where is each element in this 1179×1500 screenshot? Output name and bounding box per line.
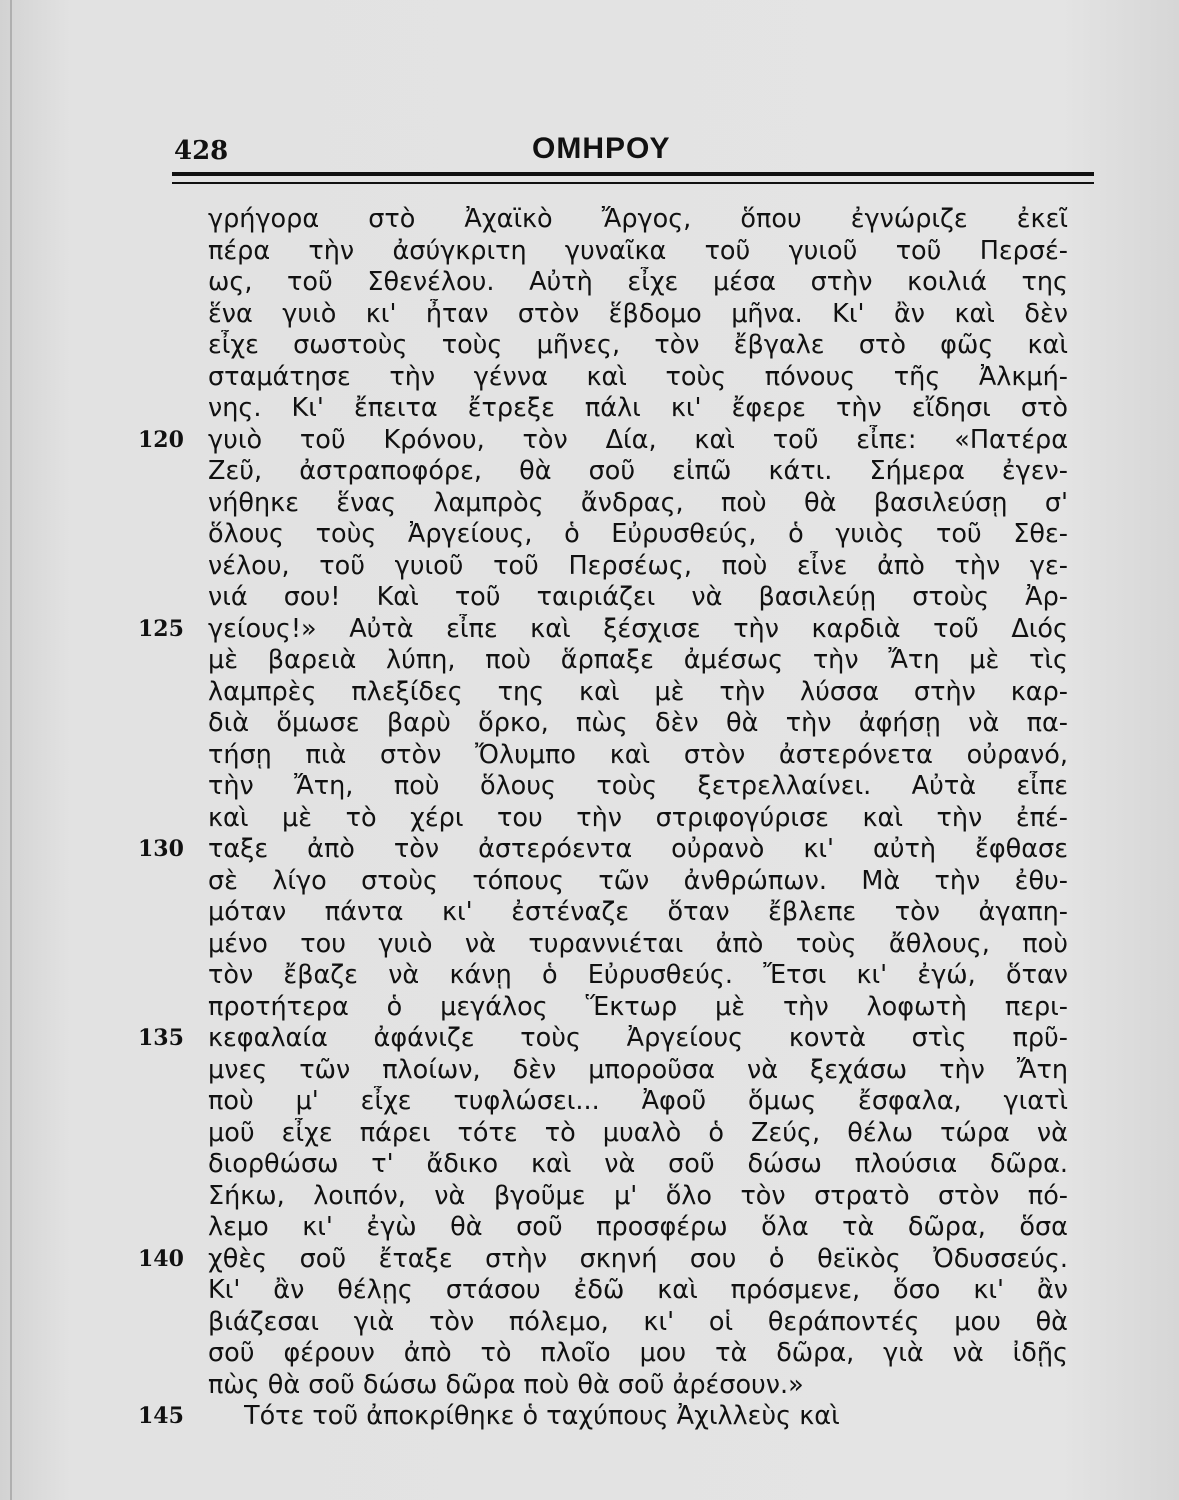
line-text: μοῦ εἶχε πάρει τότε τὸ μυαλὸ ὁ Ζεύς, θέλω τώρα νὰ bbox=[208, 1117, 1068, 1148]
line-number: 125 bbox=[138, 615, 184, 642]
line-text: σταμάτησε τὴν γέννα καὶ τοὺς πόνους τῆς Ἀλκμή- bbox=[208, 361, 1068, 392]
text-line bbox=[0, 1401, 1179, 1433]
text-line bbox=[0, 1055, 1179, 1087]
line-text: Ζεῦ, ἀστραποφόρε, θὰ σοῦ εἰπῶ κάτι. Σήμερα ἐγεν- bbox=[208, 456, 1068, 486]
line-text: σοῦ φέρουν ἀπὸ τὸ πλοῖο μου τὰ δῶρα, γιὰ νὰ ἰδῇς bbox=[208, 1338, 1068, 1368]
text-line bbox=[0, 1149, 1179, 1181]
page-number: 428 bbox=[174, 136, 229, 166]
line-text: λαμπρὲς πλεξίδες της καὶ μὲ τὴν λύσσα στὴν καρ- bbox=[208, 676, 1068, 707]
line-number: 140 bbox=[138, 1245, 184, 1272]
line-text: γυιὸ τοῦ Κρόνου, τὸν Δία, καὶ τοῦ εἶπε: «Πατέρα bbox=[208, 424, 1068, 455]
text-line bbox=[0, 236, 1179, 268]
text-line bbox=[0, 866, 1179, 898]
text-line bbox=[0, 771, 1179, 803]
line-text: πὼς θὰ σοῦ δώσω δῶρα ποὺ θὰ σοῦ ἀρέσουν.» bbox=[208, 1369, 804, 1400]
text-line bbox=[0, 1307, 1179, 1339]
line-text: ὅλους τοὺς Ἀργείους, ὁ Εὐρυσθεύς, ὁ γυιὸς τοῦ Σθε- bbox=[208, 519, 1068, 549]
line-text: λεμο κι' ἐγὼ θὰ σοῦ προσφέρω ὅλα τὰ δῶρα, ὅσα bbox=[208, 1212, 1068, 1242]
text-line bbox=[0, 1212, 1179, 1244]
line-text: νέλου, τοῦ γυιοῦ τοῦ Περσέως, ποὺ εἶνε ἀπὸ τὴν γε- bbox=[208, 550, 1068, 581]
line-text: ως, τοῦ Σθενέλου. Αὐτὴ εἶχε μέσα στὴν κοιλιά της bbox=[208, 267, 1068, 297]
line-number: 130 bbox=[138, 836, 184, 862]
text-line bbox=[0, 992, 1179, 1024]
line-number: 135 bbox=[138, 1025, 184, 1051]
text-line bbox=[0, 1086, 1179, 1118]
page-header bbox=[172, 128, 1094, 178]
text-line bbox=[0, 393, 1179, 425]
line-number: 120 bbox=[138, 426, 184, 453]
text-line bbox=[0, 897, 1179, 929]
text-line bbox=[0, 740, 1179, 772]
text-line bbox=[0, 1275, 1179, 1307]
line-text: διορθώσω τ' ἄδικο καὶ νὰ σοῦ δώσω πλούσια δῶρα. bbox=[208, 1149, 1068, 1179]
text-line bbox=[0, 425, 1179, 457]
line-text: ἕνα γυιὸ κι' ἦταν στὸν ἕβδομο μῆνα. Κι' ἂν καὶ δὲν bbox=[208, 298, 1068, 329]
text-line bbox=[0, 677, 1179, 709]
text-line bbox=[0, 1338, 1179, 1370]
line-text: τήσῃ πιὰ στὸν Ὄλυμπο καὶ στὸν ἀστερόνετα οὐρανό, bbox=[208, 739, 1068, 770]
line-text: νης. Κι' ἔπειτα ἔτρεξε πάλι κι' ἔφερε τὴν εἴδησι στὸ bbox=[208, 393, 1068, 423]
text-line bbox=[0, 960, 1179, 992]
line-text: Σήκω, λοιπόν, νὰ βγοῦμε μ' ὅλο τὸν στρατὸ στὸν πό- bbox=[208, 1180, 1068, 1211]
line-text: ταξε ἀπὸ τὸν ἀστερόεντα οὐρανὸ κι' αὐτὴ ἔφθασε bbox=[208, 834, 1068, 864]
line-text: μὲ βαρειὰ λύπη, ποὺ ἅρπαξε ἀμέσως τὴν Ἄτη μὲ τὶς bbox=[208, 645, 1068, 675]
text-line bbox=[0, 614, 1179, 646]
text-line bbox=[0, 582, 1179, 614]
text-line bbox=[0, 1023, 1179, 1055]
text-line bbox=[0, 834, 1179, 866]
line-number: 145 bbox=[138, 1403, 184, 1429]
line-text: τὸν ἔβαζε νὰ κάνῃ ὁ Εὐρυσθεύς. Ἔτσι κι' ἐγώ, ὅταν bbox=[208, 960, 1068, 990]
line-text: νήθηκε ἕνας λαμπρὸς ἄνδρας, ποὺ θὰ βασιλεύσῃ σ' bbox=[208, 487, 1068, 518]
text-line bbox=[0, 204, 1179, 236]
text-line bbox=[0, 551, 1179, 583]
text-line bbox=[0, 519, 1179, 551]
header-rule-thin bbox=[172, 182, 1094, 184]
line-text: εἶχε σωστοὺς τοὺς μῆνες, τὸν ἔβγαλε στὸ φῶς καὶ bbox=[208, 330, 1068, 360]
line-text: βιάζεσαι γιὰ τὸν πόλεμο, κι' οἱ θεράποντές μου θὰ bbox=[208, 1306, 1068, 1337]
text-line bbox=[0, 1181, 1179, 1213]
line-text: μένο του γυιὸ νὰ τυραννιέται ἀπὸ τοὺς ἄθλους, ποὺ bbox=[208, 928, 1068, 959]
line-text: καὶ μὲ τὸ χέρι του τὴν στριφογύρισε καὶ τὴν ἐπέ- bbox=[208, 802, 1068, 833]
line-text: σὲ λίγο στοὺς τόπους τῶν ἀνθρώπων. Μὰ τὴν ἐθυ- bbox=[208, 865, 1068, 896]
text-line bbox=[0, 362, 1179, 394]
line-text: τὴν Ἄτη, ποὺ ὅλους τοὺς ξετρελλαίνει. Αὐτὰ εἶπε bbox=[208, 771, 1068, 801]
text-line bbox=[0, 330, 1179, 362]
line-text: Κι' ἂν θέλῃς στάσου ἐδῶ καὶ πρόσμενε, ὅσο κι' ἂν bbox=[208, 1275, 1068, 1305]
line-text: Τότε τοῦ ἀποκρίθηκε ὁ ταχύπους Ἀχιλλεὺς καὶ bbox=[244, 1401, 840, 1431]
line-text: μνες τῶν πλοίων, δὲν μποροῦσα νὰ ξεχάσω τὴν Ἄτη bbox=[208, 1054, 1068, 1085]
text-line bbox=[0, 708, 1179, 740]
header-rule-thick bbox=[172, 172, 1094, 176]
line-text: προτήτερα ὁ μεγάλος Ἕκτωρ μὲ τὴν λοφωτὴ περι- bbox=[208, 991, 1068, 1022]
line-text: πέρα τὴν ἀσύγκριτη γυναῖκα τοῦ γυιοῦ τοῦ Περσέ- bbox=[208, 235, 1068, 266]
line-text: κεφαλαία ἀφάνιζε τοὺς Ἀργείους κοντὰ στὶς πρῦ- bbox=[208, 1023, 1068, 1053]
line-text: γείους!» Αὐτὰ εἶπε καὶ ξέσχισε τὴν καρδιὰ τοῦ Διός bbox=[208, 613, 1068, 644]
text-line bbox=[0, 645, 1179, 677]
text-line bbox=[0, 488, 1179, 520]
text-line bbox=[0, 1244, 1179, 1276]
text-line bbox=[0, 1370, 1179, 1402]
line-text: γρήγορα στὸ Ἀχαϊκὸ Ἄργος, ὅπου ἐγνώριζε ἐκεῖ bbox=[208, 204, 1068, 234]
text-line bbox=[0, 267, 1179, 299]
line-text: διὰ ὅμωσε βαρὺ ὅρκο, πὼς δὲν θὰ τὴν ἀφήσῃ νὰ πα- bbox=[208, 708, 1068, 738]
text-line bbox=[0, 803, 1179, 835]
text-line bbox=[0, 456, 1179, 488]
body-text bbox=[0, 204, 1179, 1433]
text-line bbox=[0, 929, 1179, 961]
text-line bbox=[0, 1118, 1179, 1150]
line-text: μόταν πάντα κι' ἐστέναζε ὅταν ἔβλεπε τὸν ἀγαπη- bbox=[208, 897, 1068, 927]
line-text: ποὺ μ' εἶχε τυφλώσει... Ἀφοῦ ὅμως ἔσφαλα, γιατὶ bbox=[208, 1086, 1068, 1116]
line-text: νιά σου! Καὶ τοῦ ταιριάζει νὰ βασιλεύῃ στοὺς Ἀρ- bbox=[208, 582, 1068, 612]
text-line bbox=[0, 299, 1179, 331]
line-text: χθὲς σοῦ ἔταξε στὴν σκηνή σου ὁ θεϊκὸς Ὀδυσσεύς. bbox=[208, 1243, 1068, 1274]
running-title: ΟΜΗΡΟΥ bbox=[532, 132, 671, 165]
